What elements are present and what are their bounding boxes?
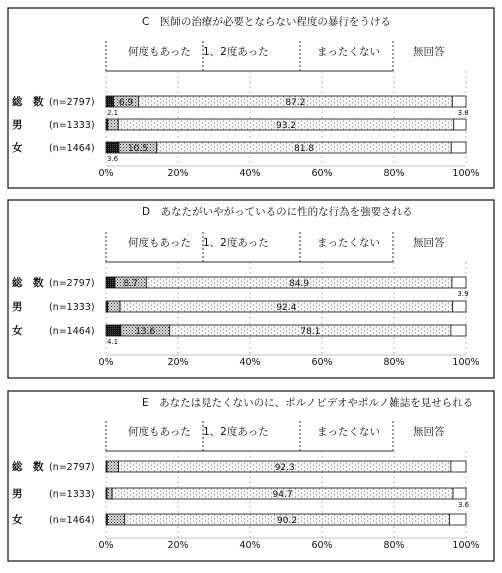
data-label: 93.2 bbox=[275, 121, 297, 131]
row-label: 女 bbox=[12, 514, 23, 526]
legend-label-frequent: 何度もあった bbox=[128, 426, 191, 438]
bar-segment-no-answer bbox=[451, 325, 466, 336]
bar-segment-no-answer bbox=[449, 514, 466, 525]
row-n-label: (n=1333) bbox=[49, 489, 95, 500]
data-label: 94.7 bbox=[272, 490, 293, 500]
row-n-label: (n=1464) bbox=[49, 515, 95, 526]
data-label: 92.4 bbox=[276, 303, 297, 313]
bar-segment-no-answer bbox=[453, 301, 466, 312]
chart-panel-0 bbox=[8, 8, 494, 188]
data-label: 87.2 bbox=[285, 98, 306, 108]
tick-label: 40% bbox=[239, 357, 261, 368]
tick-label: 0% bbox=[98, 168, 114, 179]
row-label: 男 bbox=[12, 119, 23, 131]
data-label: 3.6 bbox=[457, 501, 470, 509]
legend-label-no-answer: 無回答 bbox=[413, 237, 445, 249]
legend-label-frequent: 何度もあった bbox=[128, 46, 191, 58]
bar-segment-frequent bbox=[106, 142, 119, 153]
panel-frame bbox=[8, 200, 494, 378]
legend-label-frequent: 何度もあった bbox=[128, 237, 191, 249]
data-label: 2.1 bbox=[107, 109, 119, 117]
tick-label: 60% bbox=[311, 168, 333, 179]
tick-label: 20% bbox=[167, 357, 189, 368]
tick-label: 100% bbox=[452, 168, 480, 179]
tick-label: 0% bbox=[98, 357, 114, 368]
bar-segment-once bbox=[107, 514, 124, 525]
bar-segment-frequent bbox=[106, 277, 115, 288]
row-label: 総 数 bbox=[12, 96, 44, 108]
bar-segment-no-answer bbox=[454, 119, 466, 130]
bar-segment-no-answer bbox=[453, 488, 466, 499]
bar-segment-no-answer bbox=[452, 96, 466, 107]
tick-label: 0% bbox=[98, 540, 114, 551]
row-label: 女 bbox=[12, 325, 23, 337]
row-label: 男 bbox=[12, 301, 23, 313]
data-label: 4.1 bbox=[107, 338, 119, 346]
row-n-label: (n=2797) bbox=[49, 97, 95, 108]
tick-label: 40% bbox=[239, 168, 261, 179]
chart-panel-2 bbox=[8, 391, 494, 561]
tick-label: 100% bbox=[452, 357, 480, 368]
tick-label: 20% bbox=[167, 540, 189, 551]
tick-label: 80% bbox=[383, 540, 405, 551]
data-label: 84.9 bbox=[289, 279, 310, 289]
row-label: 総 数 bbox=[12, 461, 44, 473]
row-n-label: (n=1464) bbox=[49, 326, 95, 337]
row-n-label: (n=2797) bbox=[49, 462, 95, 473]
tick-label: 100% bbox=[452, 540, 480, 551]
data-label: 6.9 bbox=[118, 98, 134, 108]
data-label: 3.9 bbox=[457, 290, 469, 298]
bar-segment-once bbox=[108, 301, 120, 312]
data-label: 78.1 bbox=[300, 327, 321, 337]
row-n-label: (n=2797) bbox=[49, 278, 95, 289]
row-n-label: (n=1333) bbox=[49, 302, 95, 313]
tick-label: 20% bbox=[167, 168, 189, 179]
bar-segment-frequent bbox=[106, 325, 121, 336]
row-n-label: (n=1464) bbox=[49, 143, 95, 154]
legend-label-no-answer: 無回答 bbox=[413, 46, 445, 58]
chart-title: D あなたがいやがっているのに性的な行為を強要される bbox=[142, 206, 413, 218]
chart-panel-1 bbox=[8, 200, 494, 378]
data-label: 8.7 bbox=[123, 279, 138, 289]
legend-label-once: 1、2度あった bbox=[203, 46, 269, 58]
data-label: 3.6 bbox=[107, 155, 119, 163]
legend-label-never: まったくない bbox=[317, 237, 380, 249]
data-label: 13.6 bbox=[135, 327, 156, 337]
row-label: 総 数 bbox=[12, 277, 44, 289]
bar-segment-no-answer bbox=[451, 461, 466, 472]
bar-segment-no-answer bbox=[452, 277, 466, 288]
data-label: 92.3 bbox=[274, 463, 295, 473]
data-label: 10.5 bbox=[127, 144, 148, 154]
bar-segment-frequent bbox=[106, 96, 114, 107]
row-label: 男 bbox=[12, 488, 23, 500]
tick-label: 80% bbox=[383, 168, 405, 179]
legend-label-once: 1、2度あった bbox=[203, 426, 269, 438]
bar-segment-once bbox=[107, 488, 112, 499]
bar-segment-once bbox=[108, 119, 118, 130]
legend-label-once: 1、2度あった bbox=[203, 237, 269, 249]
legend-label-never: まったくない bbox=[317, 46, 380, 58]
chart-title: E あなたは見たくないのに、ポルノビデオやポルノ雑誌を見せられる bbox=[142, 397, 474, 409]
legend-label-no-answer: 無回答 bbox=[413, 426, 445, 438]
tick-label: 80% bbox=[383, 357, 405, 368]
data-label: 3.8 bbox=[457, 109, 469, 117]
data-label: 90.2 bbox=[277, 516, 298, 526]
data-label: 81.8 bbox=[293, 144, 315, 154]
tick-label: 60% bbox=[311, 357, 333, 368]
row-n-label: (n=1333) bbox=[49, 120, 95, 131]
chart-title: C 医師の治療が必要とならない程度の暴行をうける bbox=[142, 16, 391, 28]
row-label: 女 bbox=[12, 142, 23, 154]
legend-label-never: まったくない bbox=[317, 426, 380, 438]
tick-label: 40% bbox=[239, 540, 261, 551]
panel-frame bbox=[8, 391, 494, 561]
bar-segment-once bbox=[107, 461, 119, 472]
bar-segment-no-answer bbox=[451, 142, 466, 153]
tick-label: 60% bbox=[311, 540, 333, 551]
